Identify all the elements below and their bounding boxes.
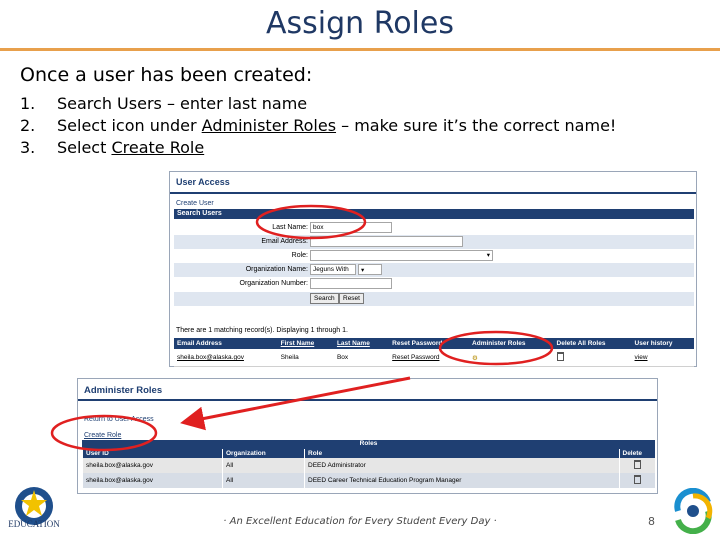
- step-text-tail: – make sure it’s the correct name!: [336, 116, 617, 135]
- table-row: [174, 349, 694, 367]
- col-last-name[interactable]: Last Name: [334, 338, 389, 349]
- org-name-input[interactable]: Jeguns With: [310, 264, 356, 275]
- col-email: Email Address: [174, 338, 278, 349]
- col-reset-password: Reset Password: [389, 338, 469, 349]
- col-delete: Delete: [619, 449, 655, 458]
- role-user-id: sheila.box@alaska.gov: [83, 458, 223, 473]
- step-text: Search Users – enter last name: [57, 94, 308, 113]
- col-user-history: User history: [632, 338, 694, 349]
- step-2: [20, 115, 616, 137]
- role-user-id: sheila.box@alaska.gov: [83, 473, 223, 488]
- last-name-input[interactable]: box: [310, 222, 392, 233]
- result-count-text: There are 1 matching record(s). Displaying 1 through 1.: [176, 327, 348, 334]
- step-link-create-role: Create Role: [111, 138, 205, 157]
- trash-icon[interactable]: [634, 475, 641, 484]
- role-select[interactable]: [310, 250, 493, 261]
- delete-all-roles-cell: [554, 349, 632, 367]
- users-table-header: [174, 338, 694, 349]
- search-button-row: [174, 292, 694, 306]
- role-organization: All: [223, 458, 305, 473]
- col-delete-all-roles: Delete All Roles: [554, 338, 632, 349]
- education-logo-text: EDUCATION: [8, 519, 60, 529]
- step-number: 3.: [20, 138, 36, 157]
- col-first-name[interactable]: First Name: [278, 338, 334, 349]
- user-history-link[interactable]: view: [632, 349, 694, 367]
- create-user-link[interactable]: Create User: [176, 200, 214, 207]
- swirl-logo-icon: [670, 488, 716, 534]
- trash-icon[interactable]: [557, 352, 564, 361]
- org-number-row: [174, 277, 694, 291]
- reset-button[interactable]: Reset: [339, 293, 364, 304]
- footer-motto: · An Excellent Education for Every Student Every Day ·: [223, 516, 497, 527]
- step-text: Select icon under: [57, 116, 202, 135]
- user-access-screenshot: [169, 171, 697, 367]
- col-role: Role: [305, 449, 620, 458]
- role-organization: All: [223, 473, 305, 488]
- slide-title: Assign Roles: [266, 6, 454, 41]
- role-row: [174, 249, 694, 263]
- roles-table: [82, 449, 655, 488]
- org-name-label: Organization Name:: [245, 266, 308, 273]
- role-label: Role:: [291, 252, 308, 259]
- return-to-user-access-link[interactable]: Return to User Access: [84, 416, 154, 423]
- table-row: [83, 458, 656, 473]
- steps-list: [20, 93, 616, 159]
- users-table: [174, 338, 694, 367]
- step-3: [20, 137, 616, 159]
- step-number: 2.: [20, 116, 36, 135]
- create-role-link[interactable]: Create Role: [84, 432, 122, 439]
- search-button[interactable]: Search: [310, 293, 339, 304]
- step-link-administer-roles: Administer Roles: [201, 116, 337, 135]
- table-row: [83, 473, 656, 488]
- page-number: 8: [648, 515, 655, 528]
- org-number-label: Organization Number:: [239, 280, 308, 287]
- role-name: DEED Administrator: [305, 458, 620, 473]
- email-input[interactable]: [310, 236, 463, 247]
- search-users-bar: Search Users: [174, 209, 694, 219]
- user-last-name: Box: [334, 349, 389, 367]
- last-name-row: [174, 221, 694, 235]
- email-row: [174, 235, 694, 249]
- dropdown-arrow-icon: ▾: [486, 252, 490, 259]
- col-organization: Organization: [223, 449, 305, 458]
- administer-roles-icon[interactable]: ⚙: [472, 354, 478, 362]
- org-name-row: [174, 263, 694, 277]
- roles-table-header: [83, 449, 656, 458]
- administer-roles-header: Administer Roles: [78, 379, 657, 401]
- intro-text: Once a user has been created:: [20, 64, 313, 86]
- step-text: Select: [57, 138, 112, 157]
- roles-bar: Roles: [82, 440, 655, 449]
- title-divider: [0, 48, 720, 51]
- administer-roles-cell: [469, 349, 554, 367]
- col-user-id: User ID: [83, 449, 223, 458]
- email-label: Email Address:: [261, 238, 308, 245]
- step-number: 1.: [20, 94, 36, 113]
- administer-roles-screenshot: [77, 378, 658, 494]
- delete-role-cell: [619, 458, 655, 473]
- reset-password-link[interactable]: Reset Password: [389, 349, 469, 367]
- org-name-select[interactable]: ▾: [358, 264, 382, 275]
- col-administer-roles: Administer Roles: [469, 338, 554, 349]
- role-name: DEED Career Technical Education Program Manager: [305, 473, 620, 488]
- org-number-input[interactable]: [310, 278, 392, 289]
- last-name-label: Last Name:: [272, 224, 308, 231]
- user-email-link[interactable]: sheila.box@alaska.gov: [174, 349, 278, 367]
- user-first-name: Sheila: [278, 349, 334, 367]
- delete-role-cell: [619, 473, 655, 488]
- step-1: [20, 93, 616, 115]
- trash-icon[interactable]: [634, 460, 641, 469]
- user-access-header: User Access: [170, 172, 696, 194]
